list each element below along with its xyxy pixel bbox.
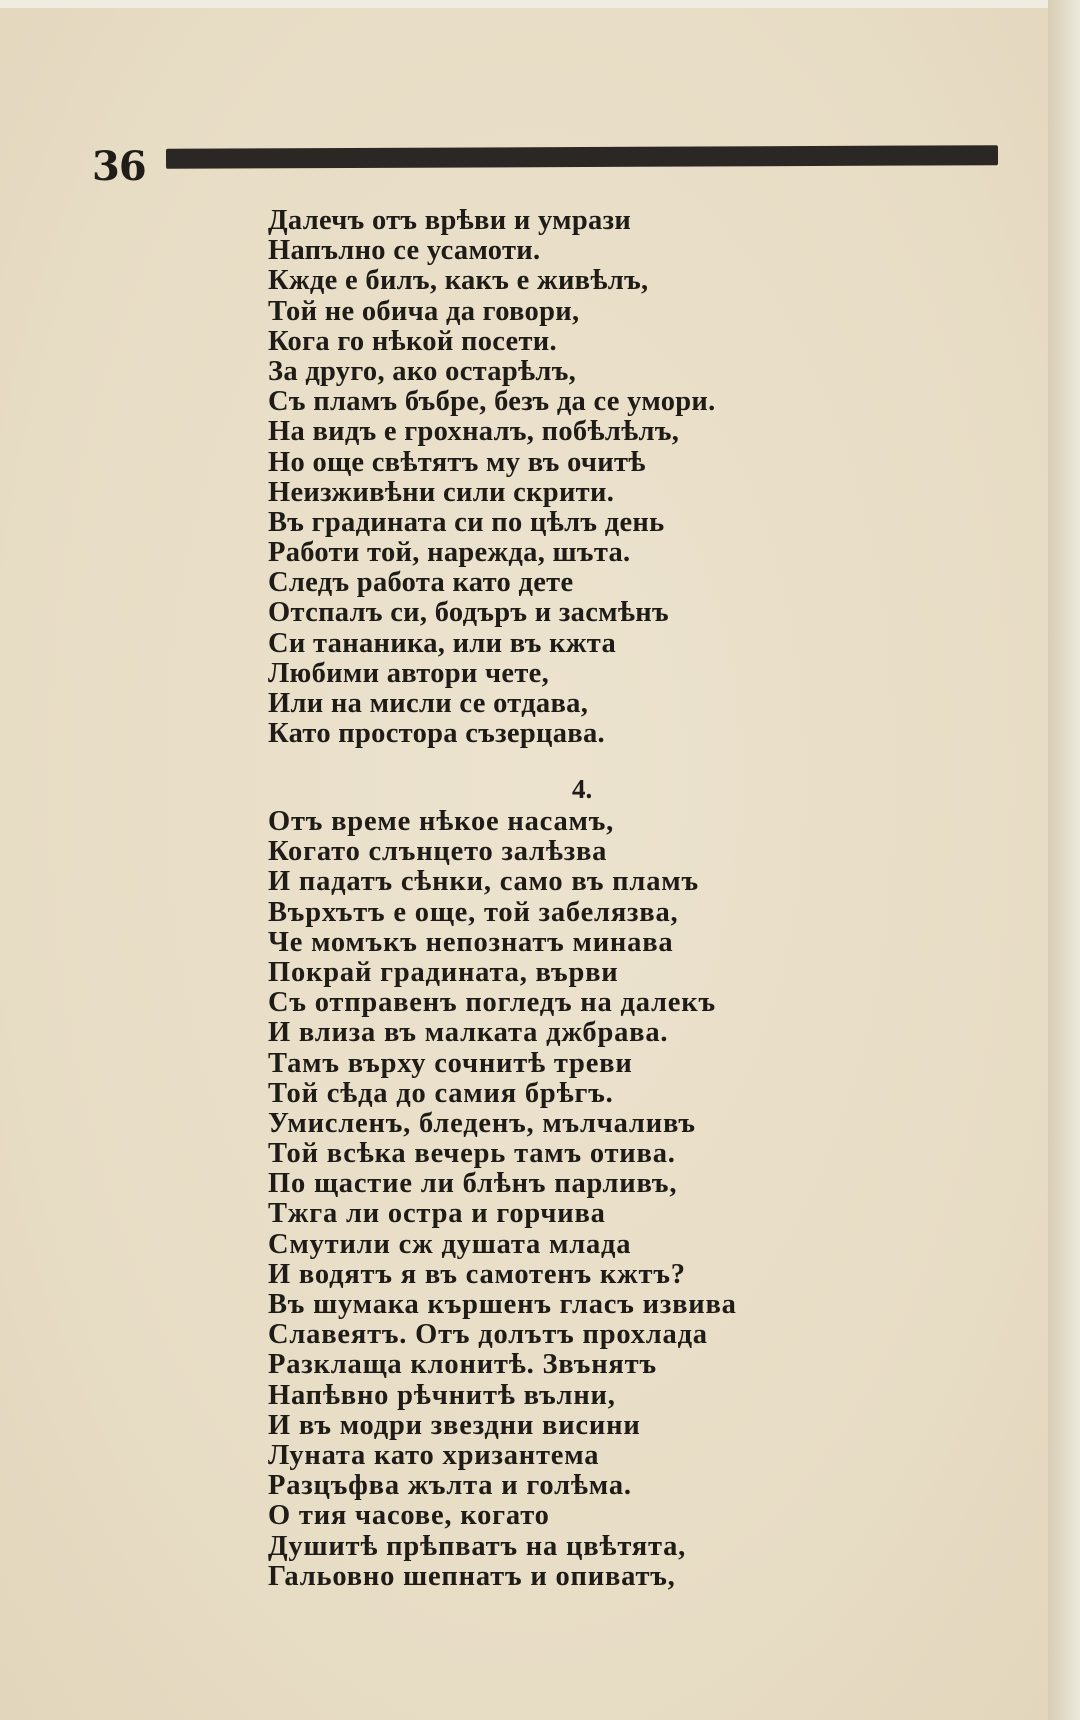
poem-line: Когато слънцето залѣзва bbox=[268, 836, 608, 868]
poem-line: Си тананика, или въ кжта bbox=[268, 627, 616, 659]
poem-line: И водятъ я въ самотенъ кжтъ? bbox=[268, 1258, 686, 1290]
poem-line: Неизживѣни сили скрити. bbox=[268, 476, 615, 508]
page-edge-shadow bbox=[1048, 0, 1080, 1720]
poem-line: Гальовно шепнатъ и опиватъ, bbox=[268, 1560, 676, 1592]
poem-line: И въ модри звездни висини bbox=[268, 1409, 641, 1441]
page-number: 36 bbox=[92, 143, 146, 190]
poem-line: Отспалъ си, бодъръ и засмѣнъ bbox=[268, 597, 669, 629]
poem-line: Следъ работа като дете bbox=[268, 567, 574, 599]
poem-line: Душитѣ прѣпватъ на цвѣтята, bbox=[268, 1530, 687, 1562]
poem-line: Умисленъ, бледенъ, мълчаливъ bbox=[268, 1107, 696, 1139]
book-page bbox=[0, 8, 1062, 1720]
poem-line: Тамъ върху сочнитѣ треви bbox=[268, 1047, 633, 1079]
poem-line: Напълно се усамоти. bbox=[268, 235, 541, 267]
header-rule bbox=[166, 145, 998, 169]
poem-line: О тия часове, когато bbox=[268, 1500, 550, 1532]
poem-line: Той всѣка вечерь тамъ отива. bbox=[268, 1138, 676, 1170]
poem-line: Смутили сж душата млада bbox=[268, 1228, 632, 1260]
poem-line: Покрай градината, върви bbox=[268, 956, 619, 988]
poem-line: Той не обича да говори, bbox=[268, 295, 580, 327]
poem-line: Или на мисли се отдава, bbox=[268, 688, 589, 719]
poem-line: Любими автори чете, bbox=[268, 657, 550, 689]
poem-line: Като простора съзерцава. bbox=[268, 718, 605, 750]
poem-line: Въ шумака кършенъ гласъ извива bbox=[268, 1289, 737, 1320]
poem-section-4 bbox=[268, 807, 737, 1592]
poem-line: За друго, ако остарѣлъ, bbox=[268, 355, 577, 387]
poem-line: Разклаща клонитѣ. Звънятъ bbox=[268, 1349, 657, 1381]
poem-line: Но още свѣтятъ му въ очитѣ bbox=[268, 446, 646, 478]
poem-line: Славеятъ. Отъ долътъ прохлада bbox=[268, 1319, 708, 1351]
poem-line: Напѣвно рѣчнитѣ вълни, bbox=[268, 1379, 616, 1411]
poem-line: Върхътъ е още, той забелязва, bbox=[268, 896, 679, 928]
poem-section-continued bbox=[268, 206, 716, 749]
poem-line: Съ отправенъ погледъ на далекъ bbox=[268, 987, 716, 1019]
poem-line: Съ пламъ бъбре, безъ да се умори. bbox=[268, 386, 716, 418]
poem-line: Тжга ли остра и горчива bbox=[268, 1198, 606, 1230]
poem-line: И влиза въ малката джбрава. bbox=[268, 1017, 669, 1049]
poem-line: По щастие ли блѣнъ парливъ, bbox=[268, 1168, 678, 1200]
poem-line: Отъ време нѣкое насамъ, bbox=[268, 806, 615, 837]
poem-line: И падатъ сѣнки, само въ пламъ bbox=[268, 866, 699, 898]
poem-line: На видъ е грохналъ, побѣлѣлъ, bbox=[268, 416, 680, 448]
poem-line: Въ градината си по цѣлъ день bbox=[268, 506, 665, 538]
poem-line: Работи той, нарежда, шъта. bbox=[268, 537, 631, 569]
poem-line: Той сѣда до самия брѣгъ. bbox=[268, 1077, 614, 1109]
poem-line: Луната като хризантема bbox=[268, 1439, 600, 1471]
poem-line: Разцъфва жълта и голѣма. bbox=[268, 1470, 632, 1502]
poem-line: Кога го нѣкой посети. bbox=[268, 325, 557, 357]
stanza-number: 4. bbox=[572, 774, 593, 804]
poem-line: Кжде е билъ, какъ е живѣлъ, bbox=[268, 265, 649, 297]
poem-line: Че момъкъ непознатъ минава bbox=[268, 926, 674, 958]
poem-line: Далечъ отъ врѣви и умрази bbox=[268, 205, 632, 236]
